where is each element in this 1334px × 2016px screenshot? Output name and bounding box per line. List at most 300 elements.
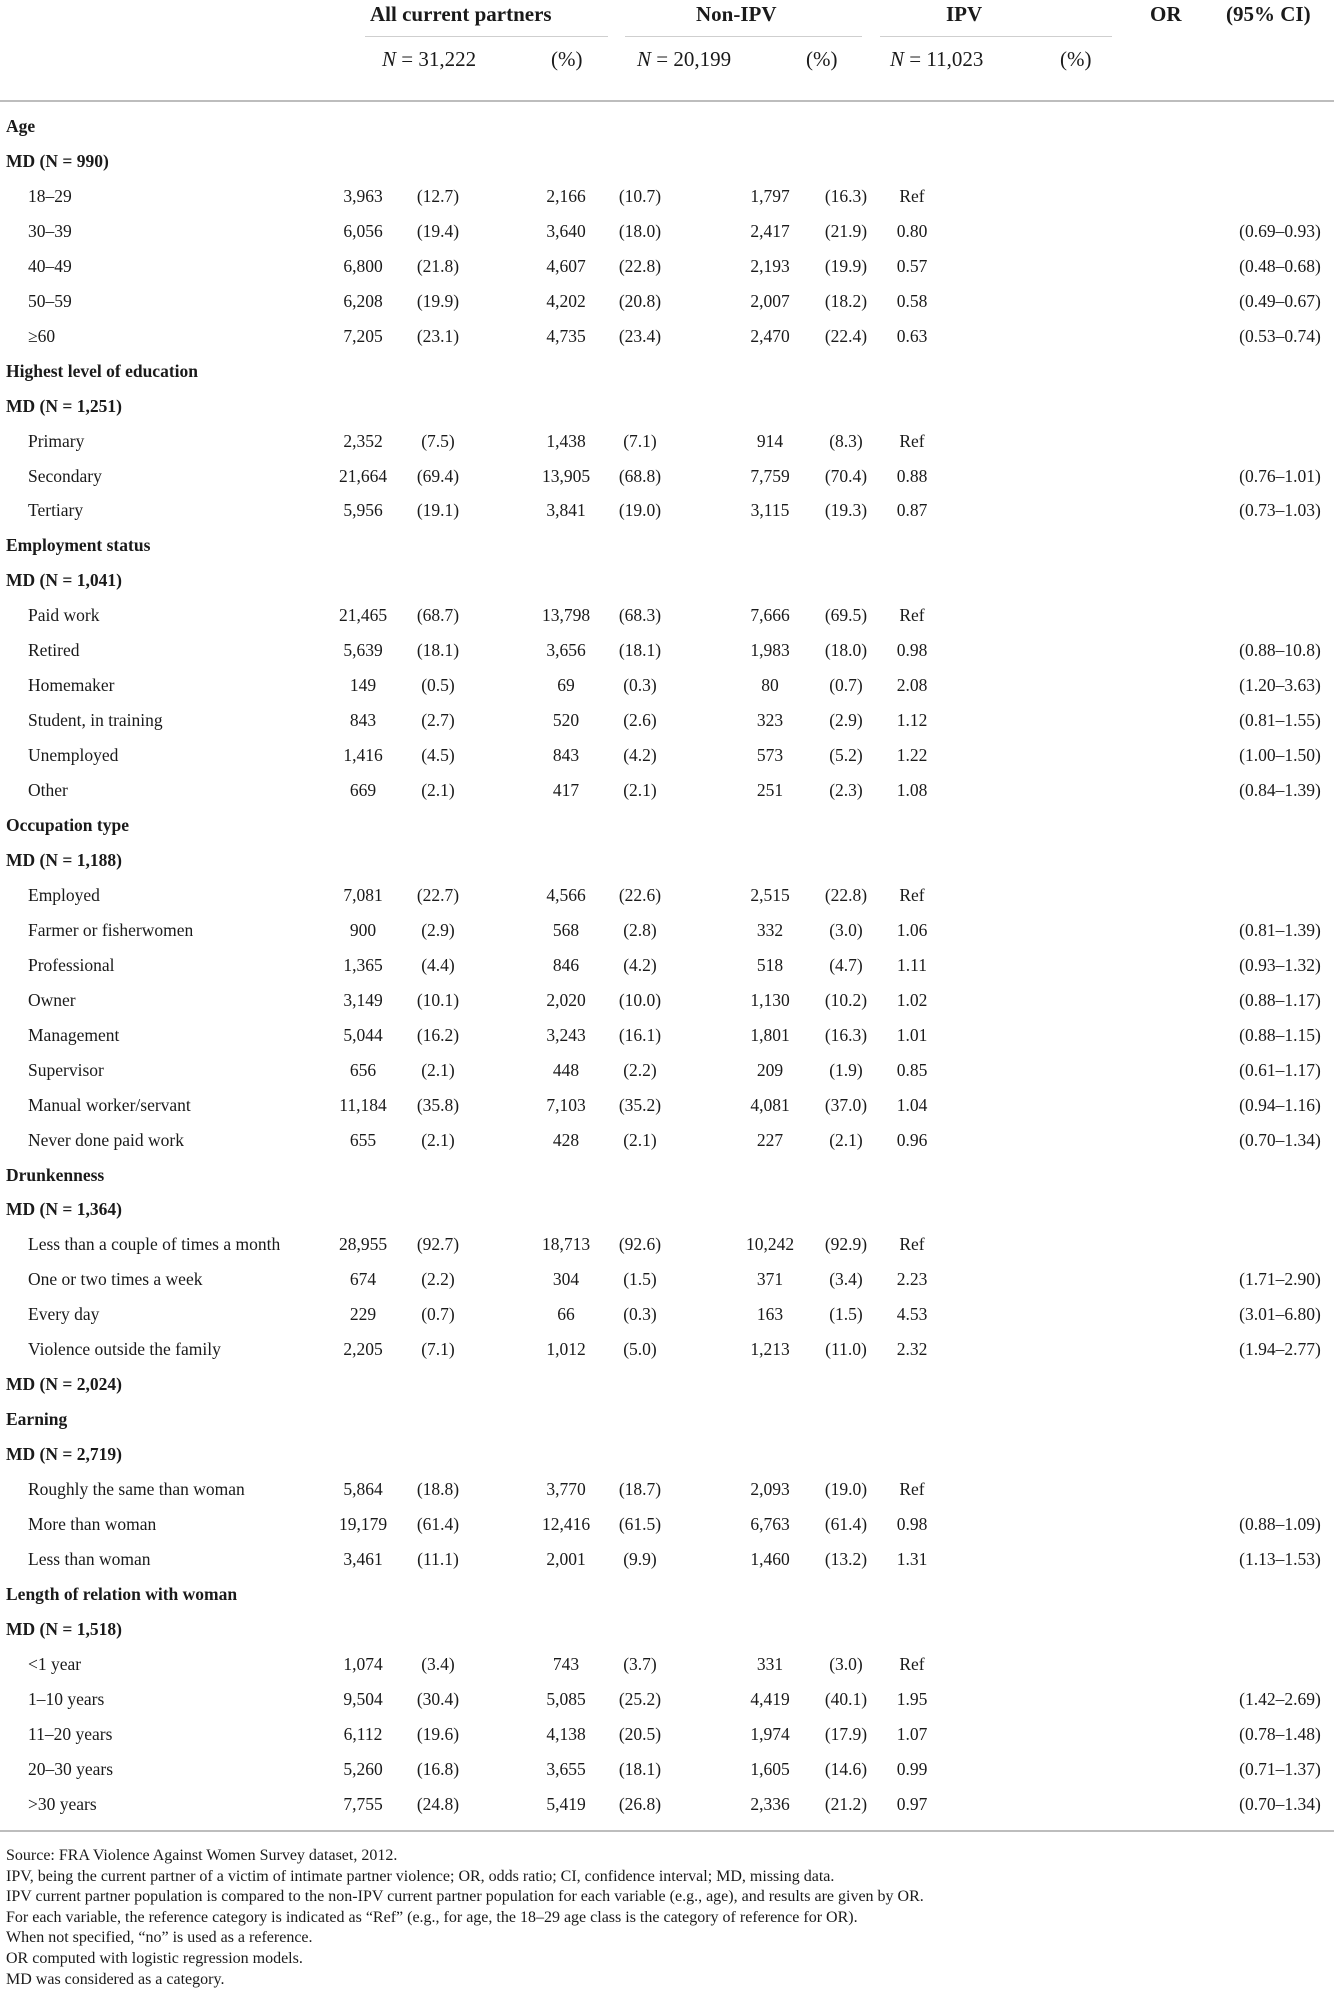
header-n-ipv (890, 47, 983, 72)
ipv-pct: (22.8) (824, 884, 868, 905)
ci-value: (0.88–1.15) (1239, 1024, 1321, 1045)
ipv-count: 10,242 (745, 1234, 795, 1255)
nonipv-pct: (16.1) (618, 1024, 662, 1045)
ipv-pct: (13.2) (824, 1548, 868, 1569)
section-label: MD (N = 1,041) (6, 570, 122, 591)
table-row (0, 877, 1334, 912)
nonipv-count: 4,202 (546, 290, 586, 311)
ipv-count: 7,666 (750, 605, 790, 626)
all-count: 6,800 (343, 255, 383, 276)
row-label: Primary (28, 430, 85, 451)
nonipv-count: 448 (552, 1059, 580, 1080)
footer-rule (0, 1830, 1334, 1832)
row-label: Supervisor (28, 1059, 104, 1080)
nonipv-pct: (4.2) (623, 745, 657, 766)
section-header-row (0, 842, 1334, 877)
table-row (0, 1471, 1334, 1506)
ipv-pct: (70.4) (824, 465, 868, 486)
ci-value: (0.84–1.39) (1239, 780, 1321, 801)
row-label: Management (28, 1024, 120, 1045)
ipv-pct: (1.9) (829, 1059, 863, 1080)
table-row (0, 947, 1334, 982)
row-label: 20–30 years (28, 1758, 114, 1779)
header-pct-nonipv: (%) (806, 47, 838, 71)
or-value: 0.87 (896, 500, 928, 521)
or-value: 1.12 (896, 710, 928, 731)
all-count: 5,260 (343, 1758, 383, 1779)
ipv-pct: (5.2) (829, 745, 863, 766)
section-label: MD (N = 2,719) (6, 1444, 122, 1465)
ipv-count: 2,336 (750, 1793, 790, 1814)
nonipv-count: 4,735 (546, 325, 586, 346)
note-line: For each variable, the reference category is indicated as “Ref” (e.g., for age, the 18–29 age class is the category of reference for OR). (6, 1908, 858, 1926)
nonipv-count: 1,438 (546, 430, 586, 451)
note-line: When not specified, “no” is used as a reference. (6, 1929, 313, 1947)
ipv-count: 4,081 (750, 1094, 790, 1115)
ipv-pct: (16.3) (824, 1024, 868, 1045)
row-label: Unemployed (28, 745, 119, 766)
ipv-pct: (22.4) (824, 325, 868, 346)
ipv-pct: (21.9) (824, 220, 868, 241)
or-value: 1.06 (896, 919, 928, 940)
all-count: 674 (349, 1269, 377, 1290)
ipv-count: 1,974 (750, 1723, 790, 1744)
all-count: 5,956 (343, 500, 383, 521)
section-header-row (0, 1191, 1334, 1226)
row-label: One or two times a week (28, 1269, 203, 1290)
nonipv-pct: (2.1) (623, 1129, 657, 1150)
nonipv-pct: (2.1) (623, 780, 657, 801)
section-header-row (0, 1611, 1334, 1646)
all-pct: (21.8) (416, 255, 460, 276)
nonipv-pct: (7.1) (623, 430, 657, 451)
nonipv-count: 18,713 (541, 1234, 591, 1255)
nonipv-count: 846 (552, 954, 580, 975)
ipv-count: 518 (756, 954, 784, 975)
header-ipv: IPV (946, 2, 983, 26)
or-value: 2.23 (896, 1269, 928, 1290)
all-pct: (0.7) (421, 1304, 455, 1325)
ipv-pct: (11.0) (825, 1339, 867, 1360)
n-symbol: N (382, 47, 397, 71)
nonipv-count: 4,138 (546, 1723, 586, 1744)
ci-value: (0.94–1.16) (1239, 1094, 1321, 1115)
all-count: 1,074 (343, 1653, 383, 1674)
table-row (0, 667, 1334, 702)
table-row (0, 1506, 1334, 1541)
all-pct: (2.7) (421, 710, 455, 731)
section-header-row (0, 1157, 1334, 1192)
nonipv-pct: (10.7) (618, 185, 662, 206)
section-header-row (0, 807, 1334, 842)
or-value: 0.97 (896, 1793, 928, 1814)
ci-value: (0.73–1.03) (1239, 500, 1321, 521)
or-value: 0.88 (896, 465, 928, 486)
row-label: Never done paid work (28, 1129, 184, 1150)
or-value: Ref (899, 1479, 925, 1500)
nonipv-count: 66 (557, 1304, 575, 1325)
header-n-all (382, 47, 476, 72)
header-n-nonipv (637, 47, 731, 72)
ipv-count: 1,605 (750, 1758, 790, 1779)
row-label: Employed (28, 884, 100, 905)
nonipv-pct: (22.8) (618, 255, 662, 276)
all-count: 656 (349, 1059, 377, 1080)
header-pct-ipv: (%) (1060, 47, 1092, 71)
or-value: Ref (899, 1653, 925, 1674)
row-label: Owner (28, 989, 76, 1010)
ipv-pct: (37.0) (824, 1094, 868, 1115)
nonipv-pct: (2.6) (623, 710, 657, 731)
section-header-row (0, 527, 1334, 562)
nonipv-count: 4,607 (546, 255, 586, 276)
ci-value: (0.88–1.17) (1239, 989, 1321, 1010)
ipv-pct: (14.6) (824, 1758, 868, 1779)
section-header-row (0, 1401, 1334, 1436)
ci-value: (0.81–1.39) (1239, 919, 1321, 940)
table-row (0, 1261, 1334, 1296)
nonipv-pct: (10.0) (618, 989, 662, 1010)
nonipv-count: 7,103 (546, 1094, 586, 1115)
section-header-row (0, 108, 1334, 143)
all-pct: (69.4) (416, 465, 460, 486)
all-pct: (19.1) (416, 500, 460, 521)
section-label: Employment status (6, 535, 151, 556)
header-all-current-partners: All current partners (370, 2, 552, 26)
ipv-pct: (18.0) (824, 640, 868, 661)
ipv-pct: (2.1) (829, 1129, 863, 1150)
section-header-row (0, 388, 1334, 423)
all-pct: (19.4) (416, 220, 460, 241)
all-pct: (11.1) (417, 1548, 459, 1569)
ipv-pct: (69.5) (824, 605, 868, 626)
or-value: Ref (899, 430, 925, 451)
table-row (0, 423, 1334, 458)
ipv-count: 209 (756, 1059, 784, 1080)
table-row (0, 213, 1334, 248)
table-row (0, 772, 1334, 807)
all-pct: (7.5) (421, 430, 455, 451)
or-value: Ref (899, 185, 925, 206)
ipv-count: 332 (756, 919, 784, 940)
ci-value: (0.78–1.48) (1239, 1723, 1321, 1744)
nonipv-count: 417 (552, 780, 580, 801)
all-count: 1,416 (343, 745, 383, 766)
table-row (0, 1052, 1334, 1087)
all-pct: (18.8) (416, 1479, 460, 1500)
table-row (0, 597, 1334, 632)
all-count: 843 (349, 710, 377, 731)
ipv-count: 1,460 (750, 1548, 790, 1569)
or-value: 0.63 (896, 325, 928, 346)
ci-value: (0.88–1.09) (1239, 1514, 1321, 1534)
nonipv-pct: (3.7) (623, 1653, 657, 1674)
all-count: 28,955 (338, 1234, 388, 1255)
or-value: 1.02 (896, 989, 928, 1010)
all-count: 5,864 (343, 1479, 383, 1500)
or-value: 0.80 (896, 220, 928, 241)
nonipv-pct: (23.4) (618, 325, 662, 346)
table-row (0, 178, 1334, 213)
ipv-count: 227 (756, 1129, 784, 1150)
row-label: Violence outside the family (28, 1339, 221, 1360)
ipv-count: 7,759 (750, 465, 790, 486)
row-label: Other (28, 780, 68, 801)
nonipv-pct: (1.5) (623, 1269, 657, 1290)
nonipv-pct: (18.1) (618, 640, 662, 661)
all-pct: (4.4) (421, 954, 455, 975)
all-count: 3,149 (343, 989, 383, 1010)
n-value: = 20,199 (656, 47, 732, 71)
nonipv-pct: (0.3) (623, 675, 657, 696)
or-value: 4.53 (896, 1304, 928, 1325)
row-label: Every day (28, 1304, 100, 1325)
section-label: Highest level of education (6, 360, 198, 381)
ipv-count: 1,130 (750, 989, 790, 1010)
or-value: 1.04 (896, 1094, 928, 1115)
table-row (0, 1331, 1334, 1366)
nonipv-pct: (18.0) (618, 220, 662, 241)
ipv-count: 2,417 (750, 220, 790, 241)
row-label: Secondary (28, 465, 102, 486)
ipv-count: 251 (756, 780, 784, 801)
table-row (0, 1786, 1334, 1821)
ci-value: (0.70–1.34) (1239, 1129, 1321, 1150)
ipv-count: 2,470 (750, 325, 790, 346)
section-label: Drunkenness (6, 1164, 105, 1185)
ci-value: (1.42–2.69) (1239, 1688, 1321, 1709)
all-pct: (68.7) (416, 605, 460, 626)
or-value: 2.32 (896, 1339, 928, 1360)
or-value: 0.85 (896, 1059, 928, 1080)
all-count: 3,963 (343, 185, 383, 206)
ci-value: (0.53–0.74) (1239, 325, 1321, 346)
all-pct: (30.4) (416, 1688, 460, 1709)
row-label: Retired (28, 640, 80, 661)
table-row (0, 1017, 1334, 1052)
table-row (0, 1716, 1334, 1751)
nonipv-pct: (5.0) (623, 1339, 657, 1360)
ci-value: (0.48–0.68) (1239, 255, 1321, 276)
all-count: 5,639 (343, 640, 383, 661)
nonipv-count: 743 (552, 1653, 580, 1674)
all-count: 3,461 (343, 1548, 383, 1569)
nonipv-count: 5,085 (546, 1688, 586, 1709)
ipv-pct: (1.5) (829, 1304, 863, 1325)
all-count: 655 (349, 1129, 377, 1150)
ipv-count: 573 (756, 745, 784, 766)
nonipv-pct: (18.7) (618, 1479, 662, 1500)
section-label: MD (N = 1,188) (6, 849, 122, 870)
section-label: MD (N = 990) (6, 150, 109, 171)
table-row (0, 1541, 1334, 1576)
ipv-count: 2,515 (750, 884, 790, 905)
section-label: Age (6, 116, 36, 136)
all-pct: (12.7) (416, 185, 460, 206)
all-pct: (18.1) (416, 640, 460, 661)
table-row (0, 248, 1334, 283)
all-count: 229 (349, 1304, 377, 1325)
all-pct: (7.1) (421, 1339, 455, 1360)
table-row (0, 1087, 1334, 1122)
ipv-pct: (16.3) (824, 185, 868, 206)
ipv-count: 371 (756, 1269, 784, 1290)
table-row (0, 702, 1334, 737)
table-row (0, 912, 1334, 947)
or-value: 1.22 (896, 745, 928, 766)
nonipv-pct: (2.8) (623, 919, 657, 940)
nonipv-pct: (9.9) (623, 1548, 657, 1569)
nonipv-pct: (25.2) (618, 1688, 662, 1709)
nonipv-pct: (20.8) (618, 290, 662, 311)
nonipv-pct: (0.3) (623, 1304, 657, 1325)
ipv-pct: (10.2) (824, 989, 868, 1010)
all-pct: (92.7) (416, 1234, 460, 1255)
all-count: 7,205 (343, 325, 383, 346)
row-label: Homemaker (28, 675, 115, 696)
ipv-pct: (92.9) (824, 1234, 868, 1255)
nonipv-pct: (35.2) (618, 1094, 662, 1115)
table-row (0, 632, 1334, 667)
all-count: 7,755 (343, 1793, 383, 1814)
ipv-count: 6,763 (750, 1514, 790, 1534)
ipv-pct: (0.7) (829, 675, 863, 696)
header-ci: (95% CI) (1226, 2, 1311, 26)
all-count: 21,664 (338, 465, 388, 486)
ipv-count: 323 (756, 710, 784, 731)
ipv-count: 331 (756, 1653, 784, 1674)
ipv-pct: (19.3) (824, 500, 868, 521)
or-value: Ref (899, 1234, 925, 1255)
or-value: 1.08 (896, 780, 928, 801)
row-label: 30–39 (28, 220, 72, 241)
all-pct: (35.8) (416, 1094, 460, 1115)
section-label: Occupation type (6, 815, 129, 835)
section-label: MD (N = 1,364) (6, 1199, 122, 1220)
nonipv-pct: (68.3) (618, 605, 662, 626)
table-row (0, 1296, 1334, 1331)
nonipv-count: 13,798 (541, 605, 591, 626)
header-underline-all (365, 36, 608, 37)
nonipv-count: 4,566 (546, 884, 586, 905)
row-label: <1 year (28, 1653, 82, 1674)
or-value: 1.31 (896, 1548, 928, 1569)
section-header-row (0, 353, 1334, 388)
or-value: 1.01 (896, 1024, 928, 1045)
ipv-count: 2,193 (750, 255, 790, 276)
table-row (0, 1751, 1334, 1786)
ipv-count: 2,093 (750, 1479, 790, 1500)
nonipv-count: 3,656 (546, 640, 586, 661)
ipv-count: 1,801 (750, 1024, 790, 1045)
row-label: 11–20 years (28, 1723, 113, 1744)
or-value: 0.98 (896, 1514, 928, 1534)
section-label: MD (N = 1,518) (6, 1618, 122, 1639)
all-pct: (2.1) (421, 1129, 455, 1150)
row-label: Student, in training (28, 710, 163, 731)
section-header-row (0, 1576, 1334, 1611)
all-count: 9,504 (343, 1688, 383, 1709)
all-count: 7,081 (343, 884, 383, 905)
all-count: 11,184 (339, 1094, 387, 1115)
ipv-count: 1,797 (750, 185, 790, 206)
ci-value: (0.70–1.34) (1239, 1793, 1321, 1814)
row-label: Roughly the same than woman (28, 1479, 245, 1500)
table-row (0, 458, 1334, 493)
nonipv-pct: (61.5) (618, 1514, 662, 1534)
all-pct: (0.5) (421, 675, 455, 696)
or-value: 1.11 (897, 954, 927, 975)
all-count: 900 (349, 919, 377, 940)
ipv-pct: (21.2) (824, 1793, 868, 1814)
nonipv-count: 3,841 (546, 500, 586, 521)
all-count: 669 (349, 780, 377, 801)
all-count: 1,365 (343, 954, 383, 975)
row-label: Paid work (28, 605, 100, 626)
n-symbol: N (637, 47, 652, 71)
or-value: 0.96 (896, 1129, 928, 1150)
nonipv-pct: (20.5) (618, 1723, 662, 1744)
ci-value: (0.76–1.01) (1239, 465, 1321, 486)
all-pct: (22.7) (416, 884, 460, 905)
nonipv-pct: (92.6) (618, 1234, 662, 1255)
all-pct: (61.4) (416, 1514, 460, 1534)
ci-value: (0.88–10.8) (1239, 640, 1321, 661)
ci-value: (1.13–1.53) (1239, 1548, 1321, 1569)
row-label: Less than woman (28, 1548, 151, 1569)
section-header-row (0, 1366, 1334, 1401)
nonipv-count: 3,770 (546, 1479, 586, 1500)
row-label: 1–10 years (28, 1688, 105, 1709)
ci-value: (3.01–6.80) (1239, 1304, 1321, 1325)
or-value: Ref (899, 605, 925, 626)
n-symbol: N (890, 47, 905, 71)
row-label: Professional (28, 954, 115, 975)
all-pct: (2.2) (421, 1269, 455, 1290)
all-pct: (2.1) (421, 1059, 455, 1080)
section-label: Earning (6, 1409, 68, 1430)
ipv-pct: (18.2) (824, 290, 868, 311)
nonipv-count: 568 (552, 919, 580, 940)
section-header-row (0, 562, 1334, 597)
all-pct: (2.1) (421, 780, 455, 801)
ipv-count: 1,213 (750, 1339, 790, 1360)
table-row (0, 283, 1334, 318)
all-pct: (2.9) (421, 919, 455, 940)
nonipv-count: 3,655 (546, 1758, 586, 1779)
ipv-count: 3,115 (750, 500, 790, 521)
ipv-count: 914 (756, 430, 784, 451)
note-line: MD was considered as a category. (6, 1970, 225, 1988)
ipv-pct: (17.9) (824, 1723, 868, 1744)
note-line: Source: FRA Violence Against Women Survey dataset, 2012. (6, 1847, 398, 1864)
ci-value: (0.93–1.32) (1239, 954, 1321, 975)
note-line: OR computed with logistic regression models. (6, 1949, 303, 1967)
ci-value: (0.61–1.17) (1239, 1059, 1321, 1080)
nonipv-count: 3,243 (546, 1024, 586, 1045)
nonipv-pct: (19.0) (618, 500, 662, 521)
or-value: 0.58 (896, 290, 928, 311)
header-underline-ipv (880, 36, 1112, 37)
header-rule (0, 100, 1334, 102)
ipv-count: 2,007 (750, 290, 790, 311)
row-label: More than woman (28, 1514, 157, 1534)
note-line: IPV, being the current partner of a victim of intimate partner violence; OR, odds ratio; CI, confidence interval; MD, missing data. (6, 1867, 835, 1885)
table-row (0, 982, 1334, 1017)
all-count: 149 (349, 675, 377, 696)
row-label: 50–59 (28, 290, 72, 311)
ipv-pct: (40.1) (824, 1688, 868, 1709)
